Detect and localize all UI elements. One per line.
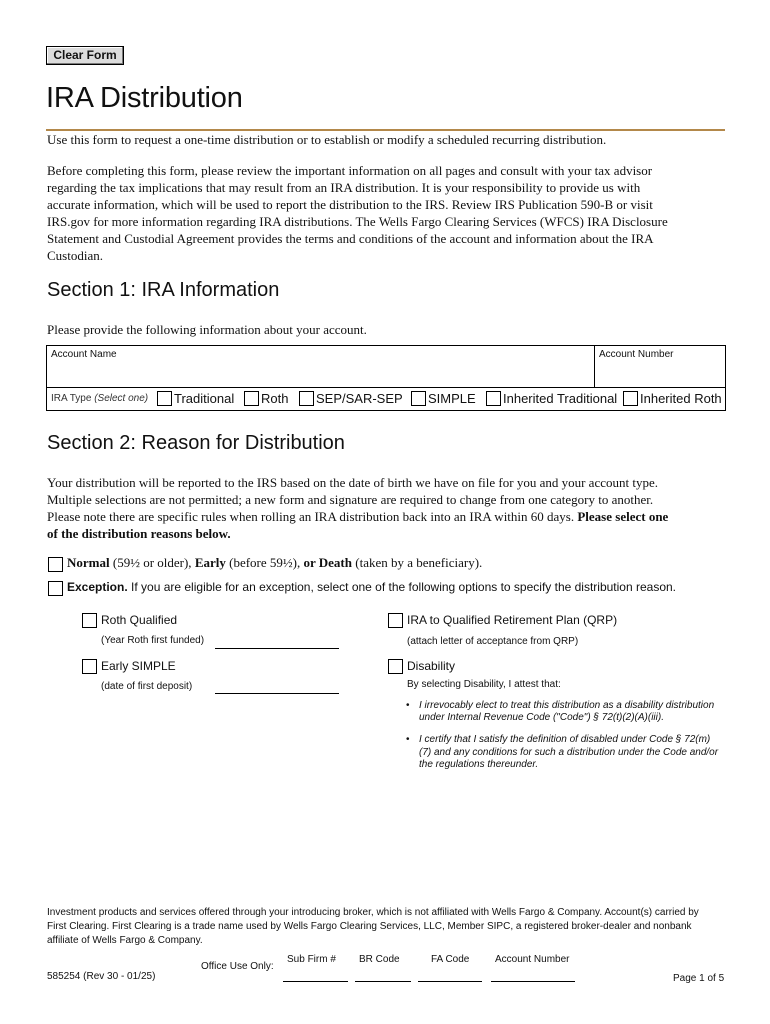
- first-deposit-label: (date of first deposit): [101, 681, 193, 692]
- sub-firm-label: Sub Firm #: [287, 954, 336, 965]
- section2-line: Please note there are specific rules when rolling an IRA distribution back into an IRA within 60 days.: [47, 509, 575, 524]
- title-divider: [46, 129, 725, 131]
- account-name-field[interactable]: [47, 361, 593, 387]
- ira-type-traditional-label: Traditional: [174, 391, 235, 406]
- qrp-letter-note: (attach letter of acceptance from QRP): [407, 636, 579, 647]
- disability-bullet-1: • I irrevocably elect to treat this distribution as a disability distribution under Internal Revenue Code ("Code") § 72(t)(2)(A)(iii).: [406, 700, 715, 723]
- ira-type-sep-checkbox[interactable]: [299, 391, 314, 406]
- roth-qualified-checkbox[interactable]: [82, 613, 97, 628]
- first-deposit-date-field[interactable]: [215, 693, 339, 694]
- section2-heading: Section 2: Reason for Distribution: [47, 432, 345, 454]
- fa-code-field[interactable]: [418, 981, 482, 982]
- office-account-number-field[interactable]: [491, 981, 575, 982]
- account-number-label: Account Number: [599, 349, 674, 360]
- exception-checkbox[interactable]: [48, 581, 63, 596]
- ira-type-inherited-roth-label: Inherited Roth: [640, 391, 722, 406]
- normal-early-death-label: Normal (59½ or older), Early (before 59½), or Death (taken by a beneficiary).: [67, 555, 483, 570]
- intro-line: regarding the tax implications that may result from an IRA distribution. It is your responsibility to provide us with: [47, 180, 641, 195]
- intro-paragraph: [47, 162, 727, 264]
- clear-form-button[interactable]: Clear Form: [46, 46, 124, 65]
- early-simple-checkbox[interactable]: [82, 659, 97, 674]
- intro-line: Statement and Custodial Agreement provides the terms and conditions of the account and information about the IRA: [47, 231, 654, 246]
- intro-line: Custodian.: [47, 248, 103, 263]
- roth-year-field[interactable]: [215, 648, 339, 649]
- select-one-emphasis: Please select one: [577, 509, 669, 524]
- disclaimer-line: First Clearing. First Clearing is a trade name used by Wells Fargo Clearing Services, LLC, Member SIPC, a registered broker-dealer and nonbank: [47, 921, 692, 932]
- disclaimer-line: Investment products and services offered through your introducing broker, which is not affiliated with Wells Fargo & Company. Account(s) carried by: [47, 907, 699, 918]
- ira-to-qrp-checkbox[interactable]: [388, 613, 403, 628]
- broker-disclaimer: [47, 906, 727, 948]
- page-number: Page 1 of 5: [673, 973, 725, 984]
- ira-type-sep-label: SEP/SAR-SEP: [316, 391, 403, 406]
- disability-attestation-intro: By selecting Disability, I attest that:: [407, 679, 561, 690]
- br-code-field[interactable]: [355, 981, 411, 982]
- intro-line: accurate information, which will be used to report the distribution to the IRS. Review IRS Publication 590-B or visit: [47, 197, 653, 212]
- ira-type-traditional-checkbox[interactable]: [157, 391, 172, 406]
- br-code-label: BR Code: [359, 954, 400, 965]
- disability-label: Disability: [407, 659, 456, 673]
- ira-type-inherited-roth-checkbox[interactable]: [623, 391, 638, 406]
- early-simple-label: Early SIMPLE: [101, 659, 176, 673]
- fa-code-label: FA Code: [431, 954, 470, 965]
- section1-heading: Section 1: IRA Information: [47, 279, 280, 301]
- section2-paragraph: [47, 474, 727, 542]
- office-use-label: Office Use Only:: [201, 961, 274, 972]
- ira-type-roth-checkbox[interactable]: [244, 391, 259, 406]
- exception-label: Exception. If you are eligible for an exception, select one of the following options to specify the distribution reason.: [67, 580, 677, 594]
- sub-firm-field[interactable]: [283, 981, 348, 982]
- roth-qualified-label: Roth Qualified: [101, 613, 178, 627]
- ira-type-simple-label: SIMPLE: [428, 391, 476, 406]
- form-id: 585254 (Rev 30 - 01/25): [47, 971, 156, 982]
- ira-type-roth-label: Roth: [261, 391, 289, 406]
- ira-to-qrp-label: IRA to Qualified Retirement Plan (QRP): [407, 613, 618, 627]
- page-title: IRA Distribution: [46, 82, 243, 114]
- section2-line: Multiple selections are not permitted; a new form and signature are required to change from one category to another.: [47, 492, 654, 507]
- office-account-number-label: Account Number: [495, 954, 570, 965]
- intro-line: Before completing this form, please review the important information on all pages and consult with your tax advisor: [47, 163, 653, 178]
- ira-type-label: IRA Type (Select one): [51, 393, 149, 404]
- intro-line: IRS.gov for more information regarding IRA distributions. The Wells Fargo Clearing Services (WFCS) IRA Disclosure: [47, 214, 668, 229]
- select-one-emphasis: of the distribution reasons below.: [47, 526, 231, 541]
- normal-early-death-checkbox[interactable]: [48, 557, 63, 572]
- section1-instruction: Please provide the following information about your account.: [47, 322, 367, 337]
- disclaimer-line: affiliate of Wells Fargo & Company.: [47, 935, 203, 946]
- ira-type-inherited-traditional-label: Inherited Traditional: [503, 391, 618, 406]
- section2-line: Your distribution will be reported to the IRS based on the date of birth we have on file for you and your account type.: [47, 475, 658, 490]
- roth-year-label: (Year Roth first funded): [101, 635, 205, 646]
- ira-type-inherited-traditional-checkbox[interactable]: [486, 391, 501, 406]
- page-subtitle: Use this form to request a one-time distribution or to establish or modify a scheduled recurring distribution.: [47, 132, 607, 147]
- ira-type-simple-checkbox[interactable]: [411, 391, 426, 406]
- account-number-field[interactable]: [595, 361, 725, 387]
- account-name-label: Account Name: [51, 349, 117, 360]
- disability-checkbox[interactable]: [388, 659, 403, 674]
- disability-bullet-2: • I certify that I satisfy the definition of disabled under Code § 72(m) (7) and any conditions for such a distribution under the Code and/or the regulations thereunder.: [406, 734, 719, 770]
